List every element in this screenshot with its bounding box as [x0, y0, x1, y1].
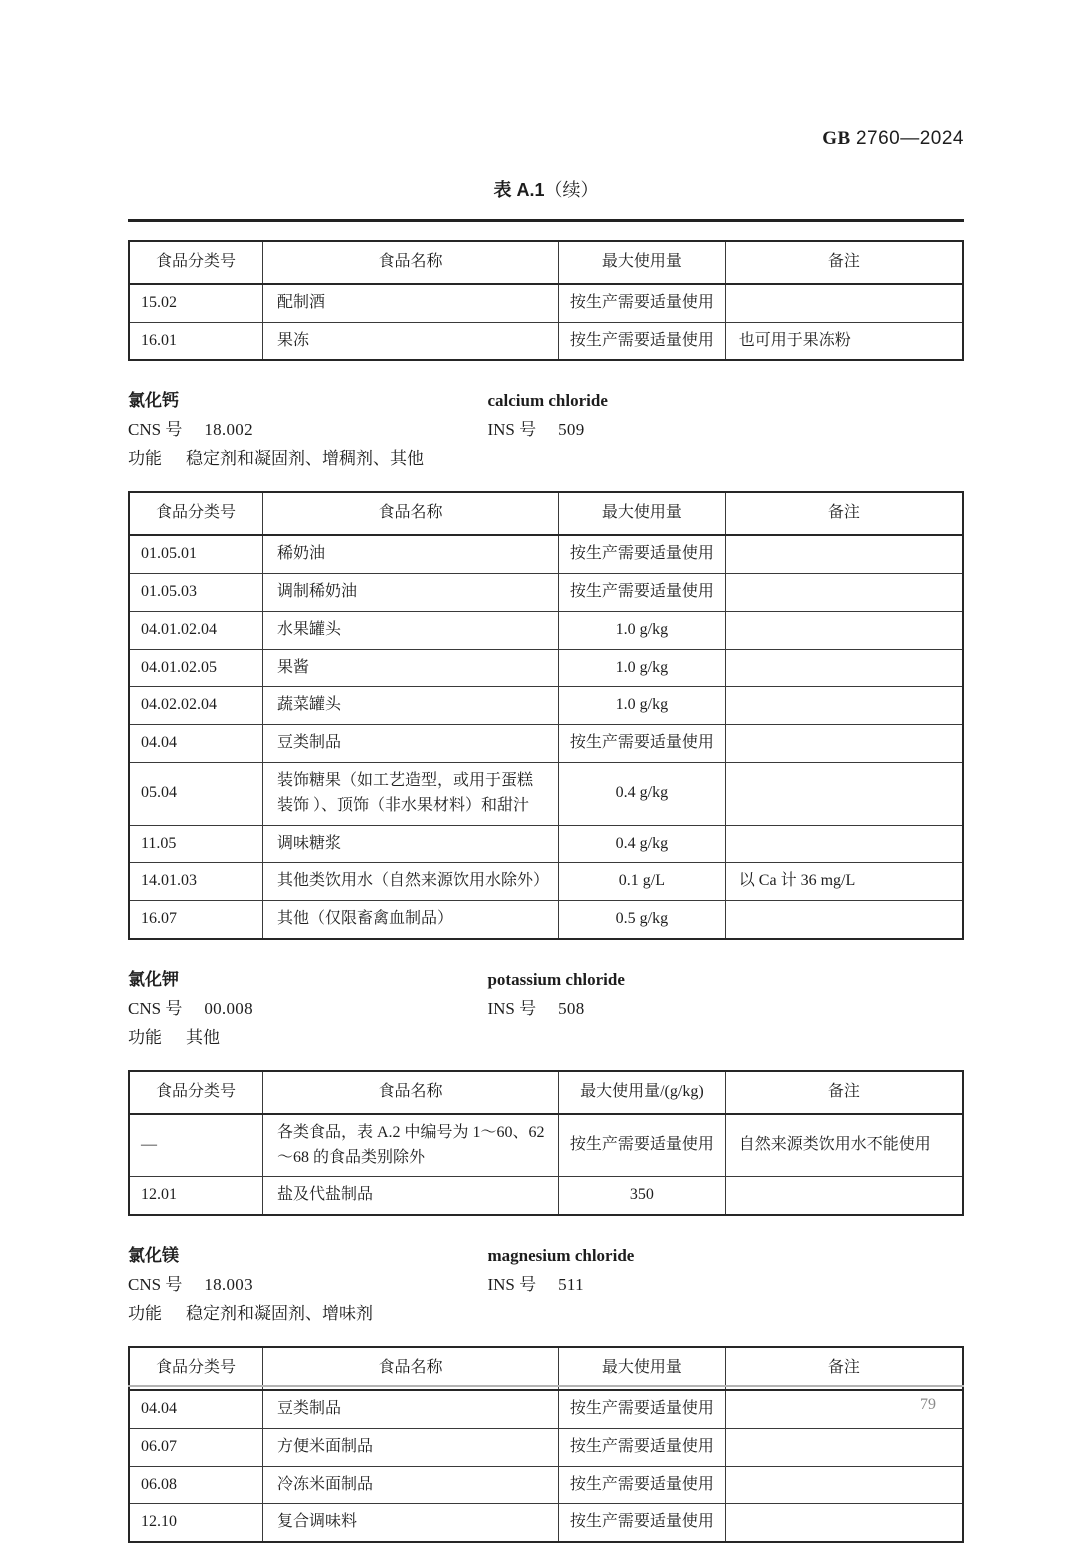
function-line [128, 444, 964, 473]
column-header: 备注 [725, 1347, 963, 1390]
document-code-header [128, 128, 964, 150]
table-cell [725, 725, 963, 763]
table-cell: 配制酒 [262, 284, 558, 322]
table-cell [725, 1428, 963, 1466]
footer-rule [128, 1385, 964, 1387]
table-cell: 0.4 g/kg [559, 825, 726, 863]
additive-section-calcium-chloride [128, 386, 964, 940]
ins-label: INS 号 [487, 998, 537, 1018]
standard-prefix: GB [822, 128, 851, 149]
table-cell: 0.1 g/L [559, 863, 726, 901]
function-label: 功能 [128, 449, 162, 469]
table-title-main: 表 A.1 [493, 180, 545, 200]
column-header: 食品分类号 [129, 241, 262, 284]
table-row [129, 284, 963, 322]
table-cell: — [129, 1114, 262, 1177]
ins-value: 508 [558, 998, 585, 1018]
table-cell: 果冻 [262, 322, 558, 360]
table-cell [725, 649, 963, 687]
ins-label: INS 号 [487, 1275, 537, 1295]
standard-number: 2760—2024 [855, 128, 964, 149]
table-cell: 按生产需要适量使用 [559, 573, 726, 611]
table-cell: 16.07 [129, 901, 262, 939]
table-cell: 04.01.02.05 [129, 649, 262, 687]
column-header: 食品名称 [262, 492, 558, 535]
ins-field [487, 994, 964, 1023]
page-content [128, 0, 964, 1543]
table-cell [725, 762, 963, 825]
table-row [129, 611, 963, 649]
additive-id-line [128, 994, 964, 1023]
table-row [129, 573, 963, 611]
table-row [129, 687, 963, 725]
table-cell [725, 573, 963, 611]
table-cell: 04.04 [129, 1390, 262, 1428]
table-cell [725, 284, 963, 322]
table-row [129, 1504, 963, 1542]
table-cell: 冷冻米面制品 [262, 1466, 558, 1504]
table-cell: 按生产需要适量使用 [559, 322, 726, 360]
table-row [129, 762, 963, 825]
function-value: 其他 [186, 1027, 220, 1047]
cns-label: CNS 号 [128, 998, 183, 1018]
column-header: 备注 [725, 241, 963, 284]
table-cell [725, 825, 963, 863]
additive-name-zh: 氯化镁 [128, 1246, 179, 1266]
table-row [129, 535, 963, 573]
table-cell: 0.4 g/kg [559, 762, 726, 825]
additive-section-potassium-chloride [128, 965, 964, 1216]
table-cell: 按生产需要适量使用 [559, 1390, 726, 1428]
function-value: 稳定剂和凝固剂、增味剂 [186, 1304, 373, 1324]
column-header: 最大使用量 [559, 241, 726, 284]
table-cell: 盐及代盐制品 [262, 1177, 558, 1215]
table-cell: 方便米面制品 [262, 1428, 558, 1466]
table-cell: 其他（仅限畜禽血制品） [262, 901, 558, 939]
table-cell: 自然来源类饮用水不能使用 [725, 1114, 963, 1177]
table-row [129, 1177, 963, 1215]
table-cell: 12.10 [129, 1504, 262, 1542]
function-line [128, 1299, 964, 1328]
table-cell: 01.05.03 [129, 573, 262, 611]
table-row [129, 863, 963, 901]
table-cell: 蔬菜罐头 [262, 687, 558, 725]
ins-value: 509 [558, 420, 585, 440]
table-header-row [129, 1071, 963, 1114]
column-header: 食品分类号 [129, 1347, 262, 1390]
column-header: 食品名称 [262, 241, 558, 284]
table-cell: 豆类制品 [262, 725, 558, 763]
table-cell: 06.07 [129, 1428, 262, 1466]
ins-label: INS 号 [487, 420, 537, 440]
table-cell: 豆类制品 [262, 1390, 558, 1428]
table-row [129, 825, 963, 863]
ins-field [487, 415, 964, 444]
column-header: 食品名称 [262, 1347, 558, 1390]
table-row [129, 1114, 963, 1177]
table-cell: 按生产需要适量使用 [559, 1428, 726, 1466]
table-cell: 装饰糖果（如工艺造型，或用于蛋糕装饰 ）、顶饰（非水果材料）和甜汁 [262, 762, 558, 825]
cns-label: CNS 号 [128, 1275, 183, 1295]
table-cell [725, 1466, 963, 1504]
table-cell: 水果罐头 [262, 611, 558, 649]
additive-name-line [128, 965, 964, 994]
column-header: 最大使用量 [559, 492, 726, 535]
table-cell: 按生产需要适量使用 [559, 535, 726, 573]
function-value: 稳定剂和凝固剂、增稠剂、其他 [186, 449, 424, 469]
additive-name-line [128, 386, 964, 415]
cns-label: CNS 号 [128, 420, 183, 440]
usage-table-magnesium-chloride [128, 1346, 964, 1543]
function-line [128, 1023, 964, 1052]
cns-value: 18.002 [204, 420, 253, 440]
cns-field [128, 1270, 487, 1299]
table-title-suffix: （续） [544, 180, 599, 200]
table-cell: 复合调味料 [262, 1504, 558, 1542]
additive-name-zh: 氯化钙 [128, 391, 179, 411]
continuation-rule [128, 219, 964, 222]
continuation-usage-table [128, 240, 964, 361]
additive-name-en: potassium chloride [487, 969, 625, 989]
table-row [129, 322, 963, 360]
table-cell [725, 535, 963, 573]
column-header: 最大使用量 [559, 1347, 726, 1390]
cns-field [128, 415, 487, 444]
table-cell: 按生产需要适量使用 [559, 284, 726, 322]
table-cell: 也可用于果冻粉 [725, 322, 963, 360]
table-cell: 350 [559, 1177, 726, 1215]
table-cell: 04.02.02.04 [129, 687, 262, 725]
table-cell: 11.05 [129, 825, 262, 863]
table-cell: 按生产需要适量使用 [559, 725, 726, 763]
ins-value: 511 [558, 1275, 584, 1295]
table-row [129, 649, 963, 687]
table-cell: 1.0 g/kg [559, 687, 726, 725]
table-header-row [129, 241, 963, 284]
table-row [129, 901, 963, 939]
usage-table-calcium-chloride [128, 491, 964, 940]
table-cell: 各类食品，表 A.2 中编号为 1～60、62～68 的食品类别除外 [262, 1114, 558, 1177]
cns-value: 18.003 [204, 1275, 253, 1295]
table-cell [725, 1177, 963, 1215]
usage-table-potassium-chloride [128, 1070, 964, 1216]
additive-name-zh: 氯化钾 [128, 969, 179, 989]
table-cell [725, 611, 963, 649]
cns-value: 00.008 [204, 998, 253, 1018]
table-cell: 05.04 [129, 762, 262, 825]
table-cell: 0.5 g/kg [559, 901, 726, 939]
table-cell: 01.05.01 [129, 535, 262, 573]
additive-name-en: magnesium chloride [487, 1246, 635, 1266]
table-row [129, 1428, 963, 1466]
table-row [129, 1466, 963, 1504]
table-cell: 1.0 g/kg [559, 649, 726, 687]
table-cell: 按生产需要适量使用 [559, 1114, 726, 1177]
table-cell: 果酱 [262, 649, 558, 687]
table-cell: 04.01.02.04 [129, 611, 262, 649]
table-cell [725, 687, 963, 725]
column-header: 备注 [725, 1071, 963, 1114]
table-cell: 调制稀奶油 [262, 573, 558, 611]
function-label: 功能 [128, 1304, 162, 1324]
page-number: 79 [920, 1396, 936, 1413]
function-label: 功能 [128, 1027, 162, 1047]
column-header: 备注 [725, 492, 963, 535]
table-cell: 调味糖浆 [262, 825, 558, 863]
table-cell [725, 1504, 963, 1542]
table-cell: 04.04 [129, 725, 262, 763]
table-cell: 15.02 [129, 284, 262, 322]
additive-id-line [128, 415, 964, 444]
table-cell [725, 901, 963, 939]
additive-id-line [128, 1270, 964, 1299]
additive-section-magnesium-chloride [128, 1241, 964, 1543]
additive-name-en: calcium chloride [487, 391, 608, 411]
table-cell: 以 Ca 计 36 mg/L [725, 863, 963, 901]
table-cell: 1.0 g/kg [559, 611, 726, 649]
column-header: 最大使用量/(g/kg) [559, 1071, 726, 1114]
table-cell: 14.01.03 [129, 863, 262, 901]
table-row [129, 725, 963, 763]
ins-field [487, 1270, 964, 1299]
table-cell: 按生产需要适量使用 [559, 1504, 726, 1542]
table-cell: 稀奶油 [262, 535, 558, 573]
additive-name-line [128, 1241, 964, 1270]
table-cell: 16.01 [129, 322, 262, 360]
column-header: 食品分类号 [129, 492, 262, 535]
table-cell: 06.08 [129, 1466, 262, 1504]
cns-field [128, 994, 487, 1023]
table-cell: 其他类饮用水（自然来源饮用水除外） [262, 863, 558, 901]
table-header-row [129, 1347, 963, 1390]
table-cell: 按生产需要适量使用 [559, 1466, 726, 1504]
table-header-row [129, 492, 963, 535]
table-cell: 12.01 [129, 1177, 262, 1215]
column-header: 食品分类号 [129, 1071, 262, 1114]
column-header: 食品名称 [262, 1071, 558, 1114]
table-title [128, 176, 964, 202]
